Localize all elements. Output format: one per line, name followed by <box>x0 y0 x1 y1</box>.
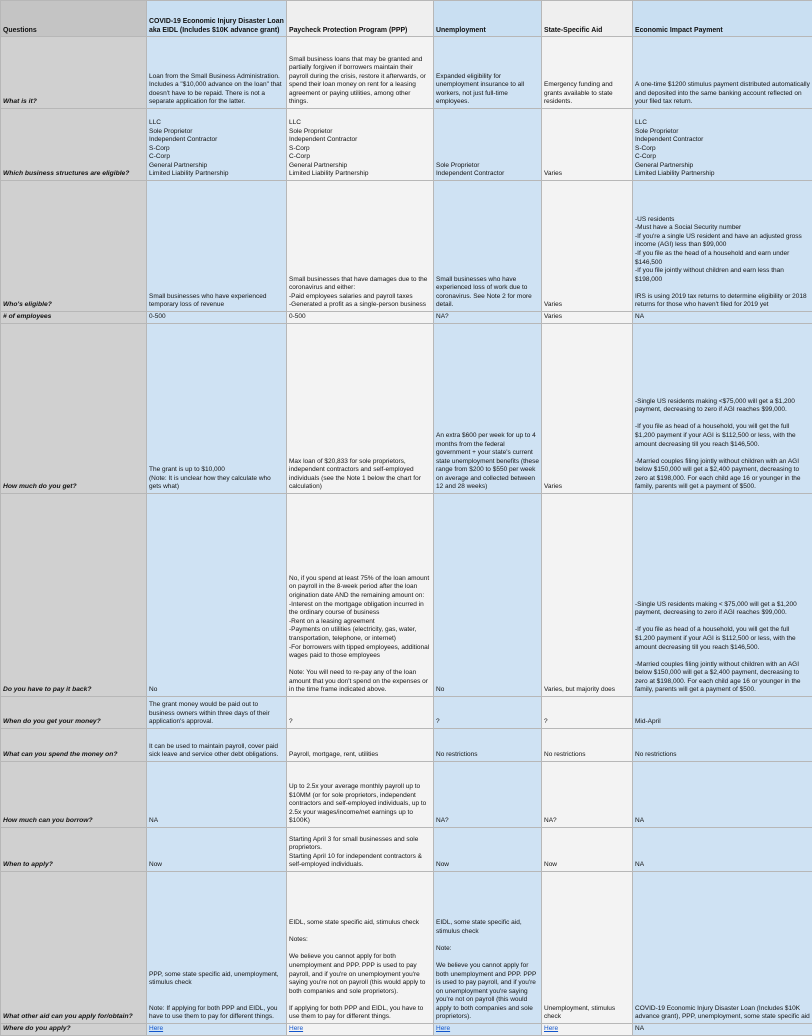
cell-ppp[interactable]: ? <box>287 697 434 729</box>
cell-eidl[interactable]: The grant money would be paid out to business owners within three days of their application's approval. <box>147 697 287 729</box>
cell-state-aid[interactable]: Varies <box>542 324 633 494</box>
cell-unemployment[interactable]: Sole Proprietor Independent Contractor <box>434 109 542 181</box>
cell-ppp[interactable]: Up to 2.5x your average monthly payroll up to $10MM (or for sole proprietors, independent contractors and self-employed individuals, up to 2.5x your wages/income/net earnings up to $100K) <box>287 762 434 828</box>
cell-unemployment[interactable]: No <box>434 494 542 697</box>
cell-eidl[interactable]: 0-500 <box>147 312 287 324</box>
cell-ppp[interactable]: 0-500 <box>287 312 434 324</box>
question-cell[interactable]: What is it? <box>1 37 147 109</box>
question-cell[interactable]: Which business structures are eligible? <box>1 109 147 181</box>
question-cell[interactable]: When to apply? <box>1 828 147 872</box>
cell-unemployment[interactable]: Expanded eligibility for unemployment insurance to all workers, not just full-time employees. <box>434 37 542 109</box>
cell-state-aid[interactable]: Now <box>542 828 633 872</box>
column-header-ppp[interactable]: Paycheck Protection Program (PPP) <box>287 1 434 37</box>
cell-state-aid[interactable]: Varies <box>542 312 633 324</box>
table-row <box>1 762 812 828</box>
cell-unemployment[interactable]: NA? <box>434 312 542 324</box>
apply-link[interactable]: Here <box>436 1025 450 1032</box>
cell-ppp[interactable]: Payroll, mortgage, rent, utilities <box>287 729 434 762</box>
cell-ppp[interactable]: No, if you spend at least 75% of the loan amount on payroll in the 8-week period after the loan origination date AND the remaining amount on: -Interest on the mortgage obligation incurred in the ordinary course of business -Rent on a leasing agreement -Payments on utilities (electricity, gas, water, transportation, telephone, or internet) -For borrowers with tipped employees, additional wages paid to those employees Note: You will need to re-pay any of the loan amount that you don't spend on the expenses or in the time frame indicated above. <box>287 494 434 697</box>
column-header-eidl[interactable]: COVID-19 Economic Injury Disaster Loan aka EIDL (Includes $10K advance grant) <box>147 1 287 37</box>
header-row <box>1 1 812 37</box>
cell-economic-impact-payment[interactable]: NA <box>633 762 812 828</box>
cell-eidl[interactable]: PPP, some state specific aid, unemployment, stimulus check Note: If applying for both PPP and EIDL, you have to use them to pay for different things. <box>147 872 287 1024</box>
cell-state-aid[interactable]: ? <box>542 697 633 729</box>
cell-economic-impact-payment[interactable]: NA <box>633 312 812 324</box>
cell-ppp[interactable] <box>287 1024 434 1036</box>
cell-unemployment[interactable]: Small businesses who have experienced loss of work due to coronavirus. See Note 2 for more detail. <box>434 181 542 312</box>
cell-unemployment[interactable]: EIDL, some state specific aid, stimulus check Note: We believe you cannot apply for both unemployment and PPP. PPP is used to pay payroll, and if you're on unemployment you're saying you're not on payroll (this would apply to both companies and sole proprietors). <box>434 872 542 1024</box>
cell-state-aid[interactable] <box>542 1024 633 1036</box>
cell-state-aid[interactable]: Varies, but majority does <box>542 494 633 697</box>
column-header-unemployment[interactable]: Unemployment <box>434 1 542 37</box>
cell-eidl[interactable]: Small businesses who have experienced temporary loss of revenue <box>147 181 287 312</box>
question-cell[interactable]: What can you spend the money on? <box>1 729 147 762</box>
table-row <box>1 324 812 494</box>
cell-unemployment[interactable]: ? <box>434 697 542 729</box>
cell-eidl[interactable] <box>147 1024 287 1036</box>
column-header-state-aid[interactable]: State-Specific Aid <box>542 1 633 37</box>
cell-state-aid[interactable]: No restrictions <box>542 729 633 762</box>
cell-state-aid[interactable]: NA? <box>542 762 633 828</box>
table-row <box>1 729 812 762</box>
cell-eidl[interactable]: Now <box>147 828 287 872</box>
table-row <box>1 828 812 872</box>
cell-ppp[interactable]: Starting April 3 for small businesses and sole proprietors. Starting April 10 for independent contractors & self-employed individuals. <box>287 828 434 872</box>
cell-unemployment[interactable]: No restrictions <box>434 729 542 762</box>
apply-link[interactable]: Here <box>149 1025 163 1032</box>
cell-economic-impact-payment[interactable]: A one-time $1200 stimulus payment distributed automatically and deposited into the same banking account reflected on your filed tax return. <box>633 37 812 109</box>
question-cell[interactable]: When do you get your money? <box>1 697 147 729</box>
cell-eidl[interactable]: LLC Sole Proprietor Independent Contractor S-Corp C-Corp General Partnership Limited Liability Partnership <box>147 109 287 181</box>
cell-economic-impact-payment[interactable]: -Single US residents making <$75,000 will get a $1,200 payment, decreasing to zero if AGI reaches $99,000. -If you file as head of a household, you will get the full $1,200 payment if your AGI is $112,500 or less, with the amount decreasing till you reach $146,500. -Married couples filing jointly without children with an AGI below $150,000 will get a $2,400 payment, decreasing to zero at $198,000. For each child age 16 or younger in the family, parents will get a payment of $500. <box>633 324 812 494</box>
cell-eidl[interactable]: NA <box>147 762 287 828</box>
cell-economic-impact-payment[interactable]: COVID-19 Economic Injury Disaster Loan (Includes $10K advance grant), PPP, unemployment, some state specific aid <box>633 872 812 1024</box>
cell-ppp[interactable]: EIDL, some state specific aid, stimulus check Notes: We believe you cannot apply for both unemployment and PPP. PPP is used to pay payroll, and if you're on unemployment you're saying you're not on payroll (this would apply to both companies and sole proprietors). If applying for both PPP and EIDL, you have to use them to pay for different things. <box>287 872 434 1024</box>
cell-ppp[interactable]: LLC Sole Proprietor Independent Contractor S-Corp C-Corp General Partnership Limited Liability Partnership <box>287 109 434 181</box>
question-cell[interactable]: How much can you borrow? <box>1 762 147 828</box>
cell-ppp[interactable]: Max loan of $20,833 for sole proprietors, independent contractors and self-employed individuals (see the Note 1 below the chart for calculation) <box>287 324 434 494</box>
cell-economic-impact-payment[interactable]: LLC Sole Proprietor Independent Contractor S-Corp C-Corp General Partnership Limited Liability Partnership <box>633 109 812 181</box>
cell-economic-impact-payment[interactable]: NA <box>633 1024 812 1036</box>
cell-economic-impact-payment[interactable]: NA <box>633 828 812 872</box>
cell-economic-impact-payment[interactable]: -US residents -Must have a Social Security number -If you're a single US resident and have an adjusted gross income (AGI) less than $99,000 -If you file as the head of a household and earn under $146,500 -If you file jointly without children and earn less than $198,000 IRS is using 2019 tax returns to determine eligibility or 2018 returns for those who haven't filed for 2019 yet <box>633 181 812 312</box>
cell-ppp[interactable]: Small business loans that may be granted and partially forgiven if borrowers maintain their payroll during the crisis, restore it afterwards, or spend their loan money on rent for a leasing agreement or paying utilities, among other things. <box>287 37 434 109</box>
cell-eidl[interactable]: Loan from the Small Business Administration. Includes a "$10,000 advance on the loan" that doesn't have to be repaid. There is not a separate application for the latter. <box>147 37 287 109</box>
cell-eidl[interactable]: It can be used to maintain payroll, cover paid sick leave and service other debt obligations. <box>147 729 287 762</box>
cell-unemployment[interactable]: Now <box>434 828 542 872</box>
cell-unemployment[interactable] <box>434 1024 542 1036</box>
cell-state-aid[interactable]: Unemployment, stimulus check <box>542 872 633 1024</box>
cell-state-aid[interactable]: Varies <box>542 109 633 181</box>
question-cell[interactable]: # of employees <box>1 312 147 324</box>
table-row <box>1 872 812 1024</box>
table-row <box>1 37 812 109</box>
table-body <box>1 37 812 1036</box>
column-header-questions[interactable]: Questions <box>1 1 147 37</box>
question-cell[interactable]: Where do you apply? <box>1 1024 147 1036</box>
cell-ppp[interactable]: Small businesses that have damages due to the coronavirus and either: -Paid employees salaries and payroll taxes -Generated a profit as a single-person business <box>287 181 434 312</box>
column-header-economic-impact-payment[interactable]: Economic Impact Payment <box>633 1 812 37</box>
cell-unemployment[interactable]: NA? <box>434 762 542 828</box>
question-cell[interactable]: Do you have to pay it back? <box>1 494 147 697</box>
question-cell[interactable]: Who's eligible? <box>1 181 147 312</box>
table-row <box>1 181 812 312</box>
cell-unemployment[interactable]: An extra $600 per week for up to 4 months from the federal government + your state's current state unemployment benefits (these range from $200 to $550 per week on average and collected between 12 and 28 weeks) <box>434 324 542 494</box>
cell-state-aid[interactable]: Emergency funding and grants available to state residents. <box>542 37 633 109</box>
cell-economic-impact-payment[interactable]: -Single US residents making < $75,000 will get a $1,200 payment, decreasing to zero if AGI reaches $99,000. -If you file as head of a household, you will get the full $1,200 payment if your AGI is $112,500 or less, with the amount decreasing till you reach $146,500. -Married couples filing jointly without children with an AGI below $150,000 will get a $2,400 payment, decreasing to zero at $198,000. For each child age 16 or younger in the family, parents will get a payment of $500. <box>633 494 812 697</box>
table-row <box>1 1024 812 1036</box>
table-row <box>1 312 812 324</box>
apply-link[interactable]: Here <box>544 1025 558 1032</box>
cell-economic-impact-payment[interactable]: No restrictions <box>633 729 812 762</box>
cell-state-aid[interactable]: Varies <box>542 181 633 312</box>
cell-economic-impact-payment[interactable]: Mid-April <box>633 697 812 729</box>
question-cell[interactable]: How much do you get? <box>1 324 147 494</box>
apply-link[interactable]: Here <box>289 1025 303 1032</box>
cell-eidl[interactable]: The grant is up to $10,000 (Note: It is unclear how they calculate who gets what) <box>147 324 287 494</box>
table-row <box>1 109 812 181</box>
cell-eidl[interactable]: No <box>147 494 287 697</box>
table-row <box>1 697 812 729</box>
question-cell[interactable]: What other aid can you apply for/obtain? <box>1 872 147 1024</box>
table-row <box>1 494 812 697</box>
